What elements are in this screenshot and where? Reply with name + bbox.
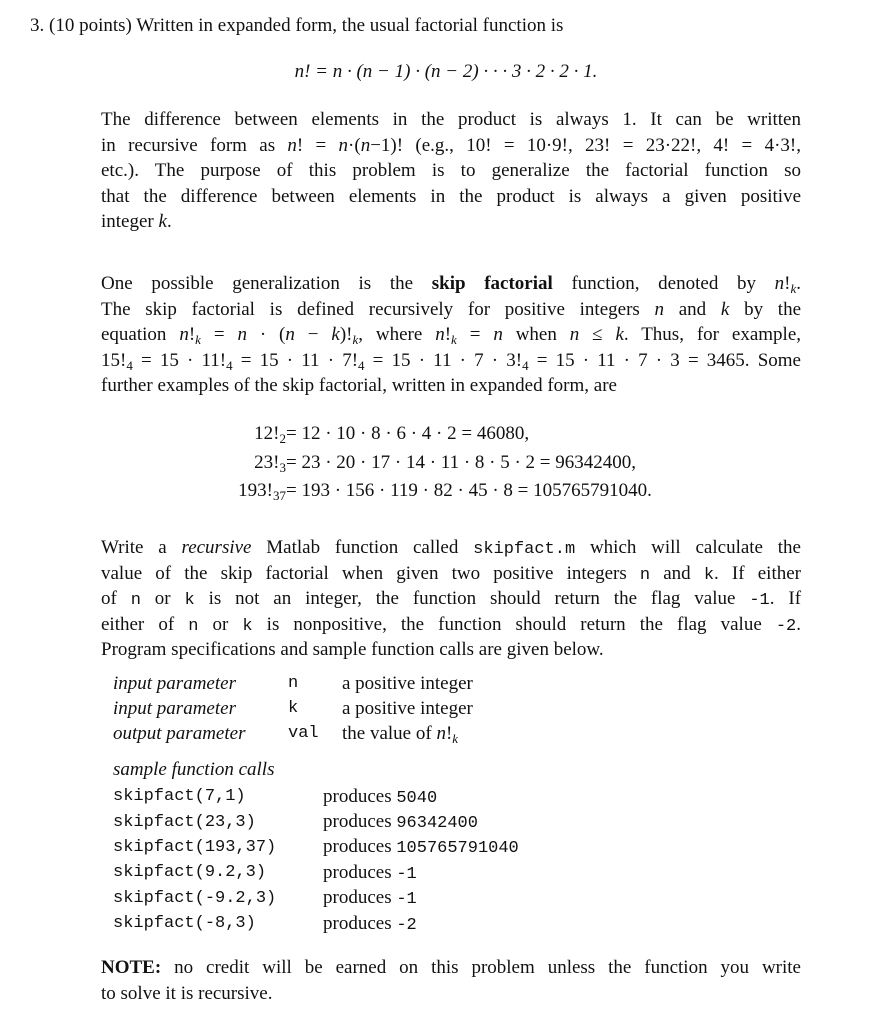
text-line [101,955,801,981]
math-italic: n [493,324,503,346]
note-paragraph [101,955,801,1006]
sample-row [113,809,519,834]
code-text: -2 [775,616,797,636]
spec-row [113,696,473,721]
spec-name: k [288,699,299,718]
text-run: = 15 · 11 · 7 · 3 = 3465. Some [528,349,801,371]
text-run: ! = [296,134,339,156]
math-italic: k [615,324,624,346]
text-run: a positive integer [342,672,473,694]
math-italic: n [285,324,295,346]
example-rhs [286,477,652,506]
sample-row [113,911,519,936]
text-line [101,271,801,297]
produces-label: produces [323,912,392,934]
text-run: a positive integer [342,697,473,719]
text-run: to solve it is recursive. [101,982,273,1004]
text-run: = 23 · 20 · 17 · 14 · 11 · 8 · 5 · 2 = 96342400, [286,451,637,473]
math-italic: recursive [181,537,252,558]
math-italic: n [179,324,189,346]
text-run: of [101,588,131,610]
text-run: is nonpositive, the function should return the flag value [252,613,776,635]
produces-label: produces [323,887,392,909]
text-run: either of [101,613,189,635]
paragraph-skip-factorial-definition [101,271,801,399]
math-italic: n [362,61,373,82]
text-line [101,586,801,612]
sample-call: skipfact(-9.2,3) [113,888,277,908]
sample-output [323,809,519,834]
example-row [0,477,652,506]
skip-factorial-examples [0,420,652,506]
math-italic: n [569,324,580,346]
sample-call: skipfact(23,3) [113,812,256,832]
text-line [101,158,801,184]
text-run: . [166,211,172,233]
subscript: k [452,730,459,746]
text-run: = [200,324,238,346]
sample-calls-title: sample function calls [113,759,275,780]
sample-row [113,886,519,911]
code-text: n [188,616,199,636]
subscript: k [195,332,201,348]
sample-result: 105765791040 [396,839,519,859]
subscript: 3 [279,459,286,475]
text-run: One possible generalization is the [101,273,432,294]
text-run: = 15 · 11 · 7! [232,349,359,371]
text-run: · ( [342,61,363,82]
bold-text: NOTE: [101,957,162,978]
text-run: 3. (10 points) Written in expanded form, the usual factorial function is [30,15,564,36]
math-italic: n [654,298,665,320]
sample-call: skipfact(193,37) [113,837,277,857]
sample-call: skipfact(9.2,3) [113,863,267,883]
produces-label: produces [323,861,392,883]
text-run: = 15 · 11! [132,349,227,371]
subscript: 2 [279,431,286,447]
math-italic: k [158,211,167,233]
spec-kind: input parameter [113,697,236,719]
bold-text: skip factorial [431,273,553,294]
math-italic: n [294,61,305,82]
text-run: )! [339,324,353,346]
text-run: ! [444,324,452,346]
code-text: k [242,616,253,636]
text-run: and [650,562,704,584]
text-run: . [796,273,801,294]
text-line [101,561,801,587]
text-run: 15! [101,349,127,371]
text-run: − 2) · · · 3 · 2 · 2 · 1. [440,61,598,82]
example-lhs [0,477,286,506]
text-line [101,297,801,323]
text-run: ! [784,273,791,294]
math-italic: n [332,61,343,82]
subscript: k [352,332,359,348]
text-run: when [502,324,570,346]
text-run: 12! [254,423,280,445]
math-italic: n [431,61,441,82]
text-run: and [664,298,721,320]
example-row [0,420,652,449]
text-run: or [198,613,243,635]
text-line [101,184,801,210]
math-italic: n [360,134,371,156]
sample-row [113,835,519,860]
text-run: further examples of the skip factorial, written in expanded form, are [101,375,617,397]
spec-name: n [288,674,299,693]
text-line [101,322,801,348]
text-line [101,373,801,399]
sample-output [323,911,519,936]
text-run: . If [769,588,802,610]
sample-call: skipfact(7,1) [113,787,246,807]
text-run: function, denoted by [552,273,775,294]
text-line [101,981,801,1007]
text-run: ! [445,722,453,744]
text-run: in recursive form as [101,134,288,156]
spec-kind: output parameter [113,722,246,744]
text-run: value of the skip factorial when given two positive integers [101,562,640,584]
math-italic: n [436,722,446,744]
text-run: The skip factorial is defined recursively for positive integers [101,298,655,320]
produces-label: produces [323,811,392,833]
factorial-equation [0,61,892,83]
text-line [101,612,801,638]
text-run: = [456,324,494,346]
sample-row [113,860,519,885]
text-run: ≤ [579,324,616,346]
sample-output [323,784,519,809]
text-run: Program specifications and sample function calls are given below. [101,639,604,661]
text-run: − [294,324,332,346]
text-run: = 193 · 156 · 119 · 82 · 45 · 8 = 105765791040. [286,480,652,502]
text-line [101,535,801,561]
spec-row [113,721,473,746]
text-run: . If either [714,562,801,584]
text-line [101,209,801,235]
text-run: the value of [342,722,437,744]
code-text: k [703,565,715,585]
produces-label: produces [323,836,392,858]
text-run: 193! [238,480,273,502]
math-italic: n [287,134,297,156]
text-run: The difference between elements in the product is always 1. It can be written [101,109,801,130]
text-run: by the [729,298,802,320]
text-run: · ( [246,324,286,346]
code-text: k [184,591,195,611]
subscript: k [451,332,457,348]
paragraph-recursive-form [101,107,801,235]
sample-result: 96342400 [396,814,478,834]
text-line [101,133,801,159]
sample-output [323,835,519,860]
code-text: -1 [749,591,770,611]
text-run: = 12 · 10 · 8 · 6 · 4 · 2 = 46080, [286,423,530,445]
spec-desc [342,671,473,696]
text-run: = 15 · 11 · 7 · 3! [364,349,523,371]
spec-row [113,671,473,696]
program-specifications [113,671,473,746]
text-run: that the difference between elements in the product is always a given positive [101,185,801,207]
subscript: 4 [358,357,365,373]
math-italic: n [435,324,445,346]
spec-desc [342,696,473,721]
math-italic: n [237,324,247,346]
text-run: 23! [254,451,280,473]
produces-label: produces [323,785,392,807]
text-line [101,348,801,374]
math-italic: k [720,298,730,320]
subscript: 37 [273,488,286,504]
sample-output [323,860,519,885]
spec-desc [342,721,473,746]
subscript: 4 [126,357,133,373]
sample-result: -1 [396,864,417,884]
sample-result: -1 [396,890,417,910]
text-run: ! [188,324,196,346]
text-run: which will calculate the [575,537,801,558]
sample-result: -2 [396,915,417,935]
subscript: 4 [522,357,529,373]
text-run: or [140,588,185,610]
text-run: , where [358,324,436,346]
code-text: skipfact.m [473,540,576,559]
text-run: Write a [101,537,182,558]
text-run: integer [101,211,159,233]
sample-row [113,784,519,809]
text-run: ! = [304,61,333,82]
example-row [0,449,652,478]
text-run: is not an integer, the function should return the flag value [194,588,750,610]
text-run: etc.). The purpose of this problem is to generalize the factorial function so [101,160,801,182]
spec-kind: input parameter [113,672,236,694]
spec-name: val [288,724,319,743]
code-text: n [639,565,651,585]
sample-call: skipfact(-8,3) [113,914,256,934]
problem-heading [30,15,563,37]
text-run: no credit will be earned on this problem unless the function you write [161,957,801,978]
example-rhs [286,449,652,478]
example-lhs [0,420,286,449]
text-run: − 1) · ( [372,61,432,82]
subscript: 4 [226,357,233,373]
math-italic: n [774,273,785,294]
sample-function-calls [113,784,519,936]
example-rhs [286,420,652,449]
subscript: k [790,281,797,296]
text-run: Matlab function called [251,537,474,558]
text-run: . [796,613,801,635]
text-line [101,637,801,663]
example-lhs [0,449,286,478]
sample-result: 5040 [396,788,438,808]
text-run: ·( [348,134,361,156]
paragraph-task-description [101,535,801,663]
text-run: . Thus, for example, [623,324,801,346]
sample-output [323,886,519,911]
text-line [101,107,801,133]
text-run: equation [101,324,180,346]
math-italic: k [331,324,340,346]
math-italic: n [338,134,349,156]
text-run: −1)! (e.g., 10! = 10·9!, 23! = 23·22!, 4! = 4·3!, [370,134,801,156]
code-text: n [130,591,141,611]
